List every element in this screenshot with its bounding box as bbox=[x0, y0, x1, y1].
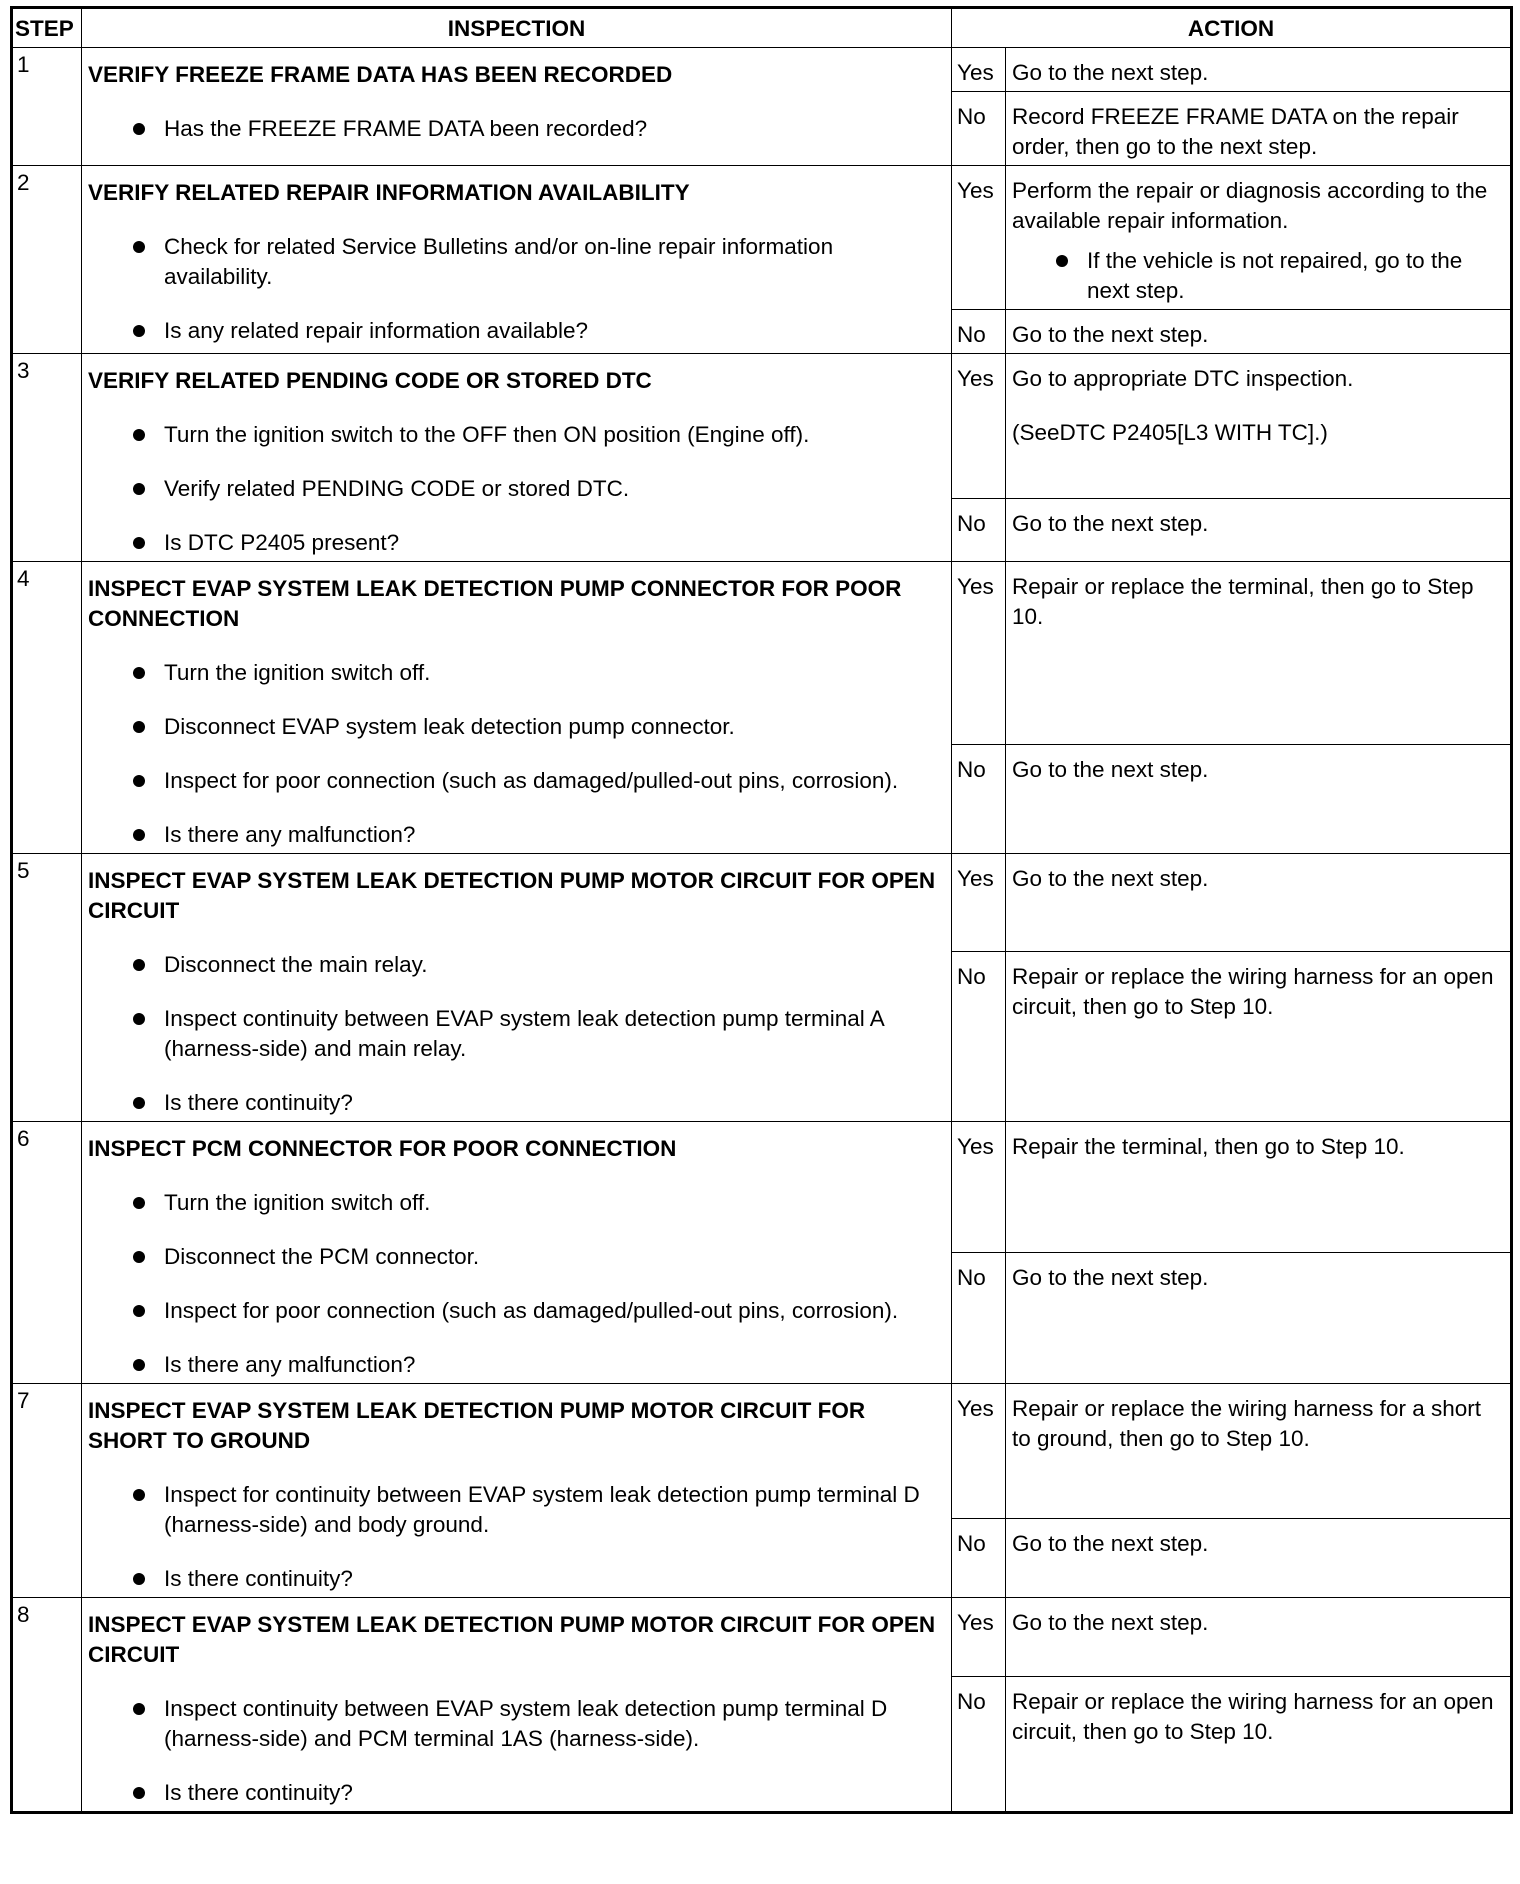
steps-body bbox=[12, 48, 1512, 1813]
inspection-bullet: Check for related Service Bulletins and/or on-line repair information availability. bbox=[88, 232, 945, 292]
inspection-bullet: Inspect continuity between EVAP system leak detection pump terminal D (harness-side) and PCM terminal 1AS (harness-side). bbox=[88, 1694, 945, 1754]
inspection-cell bbox=[82, 1122, 952, 1384]
no-label: No bbox=[952, 745, 1006, 854]
inspection-bullet: Turn the ignition switch to the OFF then ON position (Engine off). bbox=[88, 420, 945, 450]
yes-action-text: Perform the repair or diagnosis according to the available repair information. bbox=[1012, 178, 1488, 233]
step-number: 5 bbox=[12, 854, 82, 1122]
inspection-bullet: Is there continuity? bbox=[88, 1564, 945, 1594]
action-column-header: ACTION bbox=[952, 8, 1512, 48]
yes-action bbox=[1006, 166, 1512, 310]
inspection-bullet-list bbox=[88, 420, 945, 558]
yes-action bbox=[1006, 854, 1512, 952]
no-label: No bbox=[952, 1253, 1006, 1384]
no-action-text: Record FREEZE FRAME DATA on the repair order, then go to the next step. bbox=[1012, 104, 1459, 159]
step-row-yes bbox=[12, 1122, 1512, 1253]
no-action bbox=[1006, 1253, 1512, 1384]
step-column-header: STEP bbox=[12, 8, 82, 48]
inspection-bullet: Disconnect EVAP system leak detection pump connector. bbox=[88, 712, 945, 742]
yes-action-text: Go to the next step. bbox=[1012, 1610, 1209, 1635]
inspection-bullet: Verify related PENDING CODE or stored DTC. bbox=[88, 474, 945, 504]
inspection-bullet: Is there any malfunction? bbox=[88, 820, 945, 850]
action-bullet: If the vehicle is not repaired, go to the next step. bbox=[1012, 246, 1504, 306]
no-label: No bbox=[952, 499, 1006, 562]
yes-label: Yes bbox=[952, 1598, 1006, 1677]
inspection-title: INSPECT EVAP SYSTEM LEAK DETECTION PUMP MOTOR CIRCUIT FOR OPEN CIRCUIT bbox=[88, 868, 936, 923]
inspection-bullet: Inspect for continuity between EVAP system leak detection pump terminal D (harness-side) and body ground. bbox=[88, 1480, 945, 1540]
inspection-bullet-list bbox=[88, 1694, 945, 1808]
step-number: 1 bbox=[12, 48, 82, 166]
action-bullet-list bbox=[1012, 246, 1504, 306]
inspection-cell bbox=[82, 1384, 952, 1598]
step-number: 6 bbox=[12, 1122, 82, 1384]
yes-label: Yes bbox=[952, 354, 1006, 499]
yes-label: Yes bbox=[952, 854, 1006, 952]
yes-action bbox=[1006, 1384, 1512, 1519]
inspection-title: VERIFY FREEZE FRAME DATA HAS BEEN RECORDED bbox=[88, 62, 673, 87]
step-number: 7 bbox=[12, 1384, 82, 1598]
no-action-text: Go to the next step. bbox=[1012, 1265, 1209, 1290]
inspection-title: INSPECT EVAP SYSTEM LEAK DETECTION PUMP MOTOR CIRCUIT FOR OPEN CIRCUIT bbox=[88, 1612, 936, 1667]
inspection-cell bbox=[82, 48, 952, 166]
no-label: No bbox=[952, 1676, 1006, 1812]
inspection-title: INSPECT PCM CONNECTOR FOR POOR CONNECTION bbox=[88, 1136, 677, 1161]
inspection-bullet-list bbox=[88, 1188, 945, 1380]
inspection-bullet: Is there continuity? bbox=[88, 1778, 945, 1808]
inspection-title: VERIFY RELATED REPAIR INFORMATION AVAILABILITY bbox=[88, 180, 690, 205]
no-action-text: Repair or replace the wiring harness for an open circuit, then go to Step 10. bbox=[1012, 964, 1494, 1020]
no-action-text: Go to the next step. bbox=[1012, 511, 1209, 537]
yes-action bbox=[1006, 1122, 1512, 1253]
no-label: No bbox=[952, 952, 1006, 1122]
yes-action-text: Go to appropriate DTC inspection. bbox=[1012, 366, 1354, 391]
diagnostic-procedure-page bbox=[10, 6, 1510, 1814]
step-number: 4 bbox=[12, 562, 82, 854]
inspection-bullet: Inspect for poor connection (such as damaged/pulled-out pins, corrosion). bbox=[88, 766, 945, 796]
inspection-bullet: Disconnect the main relay. bbox=[88, 950, 945, 980]
no-label: No bbox=[952, 92, 1006, 166]
step-number: 3 bbox=[12, 354, 82, 562]
yes-action-text: Repair or replace the terminal, then go to Step 10. bbox=[1012, 574, 1474, 629]
inspection-bullet: Is there continuity? bbox=[88, 1088, 945, 1118]
step-row-yes bbox=[12, 854, 1512, 952]
inspection-cell bbox=[82, 562, 952, 854]
inspection-bullet: Is there any malfunction? bbox=[88, 1350, 945, 1380]
step-row-yes bbox=[12, 1598, 1512, 1677]
yes-label: Yes bbox=[952, 166, 1006, 310]
no-action bbox=[1006, 92, 1512, 166]
yes-action-text: Repair or replace the wiring harness for a short to ground, then go to Step 10. bbox=[1012, 1396, 1481, 1451]
step-row-yes bbox=[12, 354, 1512, 499]
yes-action-text: (SeeDTC P2405[L3 WITH TC].) bbox=[1012, 420, 1328, 445]
no-action-text: Go to the next step. bbox=[1012, 757, 1209, 783]
yes-label: Yes bbox=[952, 1122, 1006, 1253]
inspection-title: INSPECT EVAP SYSTEM LEAK DETECTION PUMP CONNECTOR FOR POOR CONNECTION bbox=[88, 576, 902, 631]
inspection-bullet: Disconnect the PCM connector. bbox=[88, 1242, 945, 1272]
yes-action bbox=[1006, 562, 1512, 745]
inspection-title: INSPECT EVAP SYSTEM LEAK DETECTION PUMP MOTOR CIRCUIT FOR SHORT TO GROUND bbox=[88, 1398, 866, 1453]
yes-action-text: Repair the terminal, then go to Step 10. bbox=[1012, 1134, 1405, 1159]
inspection-bullet: Has the FREEZE FRAME DATA been recorded? bbox=[88, 114, 945, 144]
header-row bbox=[12, 8, 1512, 48]
no-action bbox=[1006, 1676, 1512, 1812]
step-number: 8 bbox=[12, 1598, 82, 1813]
step-row-yes bbox=[12, 1384, 1512, 1519]
inspection-bullet-list bbox=[88, 114, 945, 144]
step-number: 2 bbox=[12, 166, 82, 354]
yes-label: Yes bbox=[952, 562, 1006, 745]
no-action bbox=[1006, 1519, 1512, 1598]
step-row-yes bbox=[12, 166, 1512, 310]
inspection-bullet: Inspect for poor connection (such as damaged/pulled-out pins, corrosion). bbox=[88, 1296, 945, 1326]
no-action bbox=[1006, 952, 1512, 1122]
inspection-cell bbox=[82, 854, 952, 1122]
inspection-bullet: Turn the ignition switch off. bbox=[88, 1188, 945, 1218]
no-label: No bbox=[952, 1519, 1006, 1598]
no-action bbox=[1006, 499, 1512, 562]
inspection-cell bbox=[82, 166, 952, 354]
inspection-cell bbox=[82, 1598, 952, 1813]
no-label: No bbox=[952, 310, 1006, 354]
inspection-table bbox=[10, 6, 1513, 1814]
inspection-bullet-list bbox=[88, 1480, 945, 1594]
no-action-text: Repair or replace the wiring harness for an open circuit, then go to Step 10. bbox=[1012, 1688, 1494, 1744]
inspection-column-header: INSPECTION bbox=[82, 8, 952, 48]
yes-action-text: Go to the next step. bbox=[1012, 60, 1209, 85]
inspection-bullet-list bbox=[88, 232, 945, 346]
inspection-bullet: Inspect continuity between EVAP system leak detection pump terminal A (harness-side) and main relay. bbox=[88, 1004, 945, 1064]
no-action bbox=[1006, 745, 1512, 854]
step-row-yes bbox=[12, 562, 1512, 745]
yes-action bbox=[1006, 354, 1512, 499]
yes-label: Yes bbox=[952, 48, 1006, 92]
inspection-cell bbox=[82, 354, 952, 562]
inspection-bullet: Turn the ignition switch off. bbox=[88, 658, 945, 688]
inspection-bullet-list bbox=[88, 658, 945, 850]
yes-action-text: Go to the next step. bbox=[1012, 866, 1209, 891]
no-action-text: Go to the next step. bbox=[1012, 1531, 1209, 1557]
yes-label: Yes bbox=[952, 1384, 1006, 1519]
no-action-text: Go to the next step. bbox=[1012, 322, 1209, 347]
inspection-bullet-list bbox=[88, 950, 945, 1118]
inspection-bullet: Is DTC P2405 present? bbox=[88, 528, 945, 558]
step-row-yes bbox=[12, 48, 1512, 92]
yes-action bbox=[1006, 1598, 1512, 1677]
inspection-bullet: Is any related repair information available? bbox=[88, 316, 945, 346]
yes-action bbox=[1006, 48, 1512, 92]
no-action bbox=[1006, 310, 1512, 354]
inspection-title: VERIFY RELATED PENDING CODE OR STORED DTC bbox=[88, 368, 652, 393]
